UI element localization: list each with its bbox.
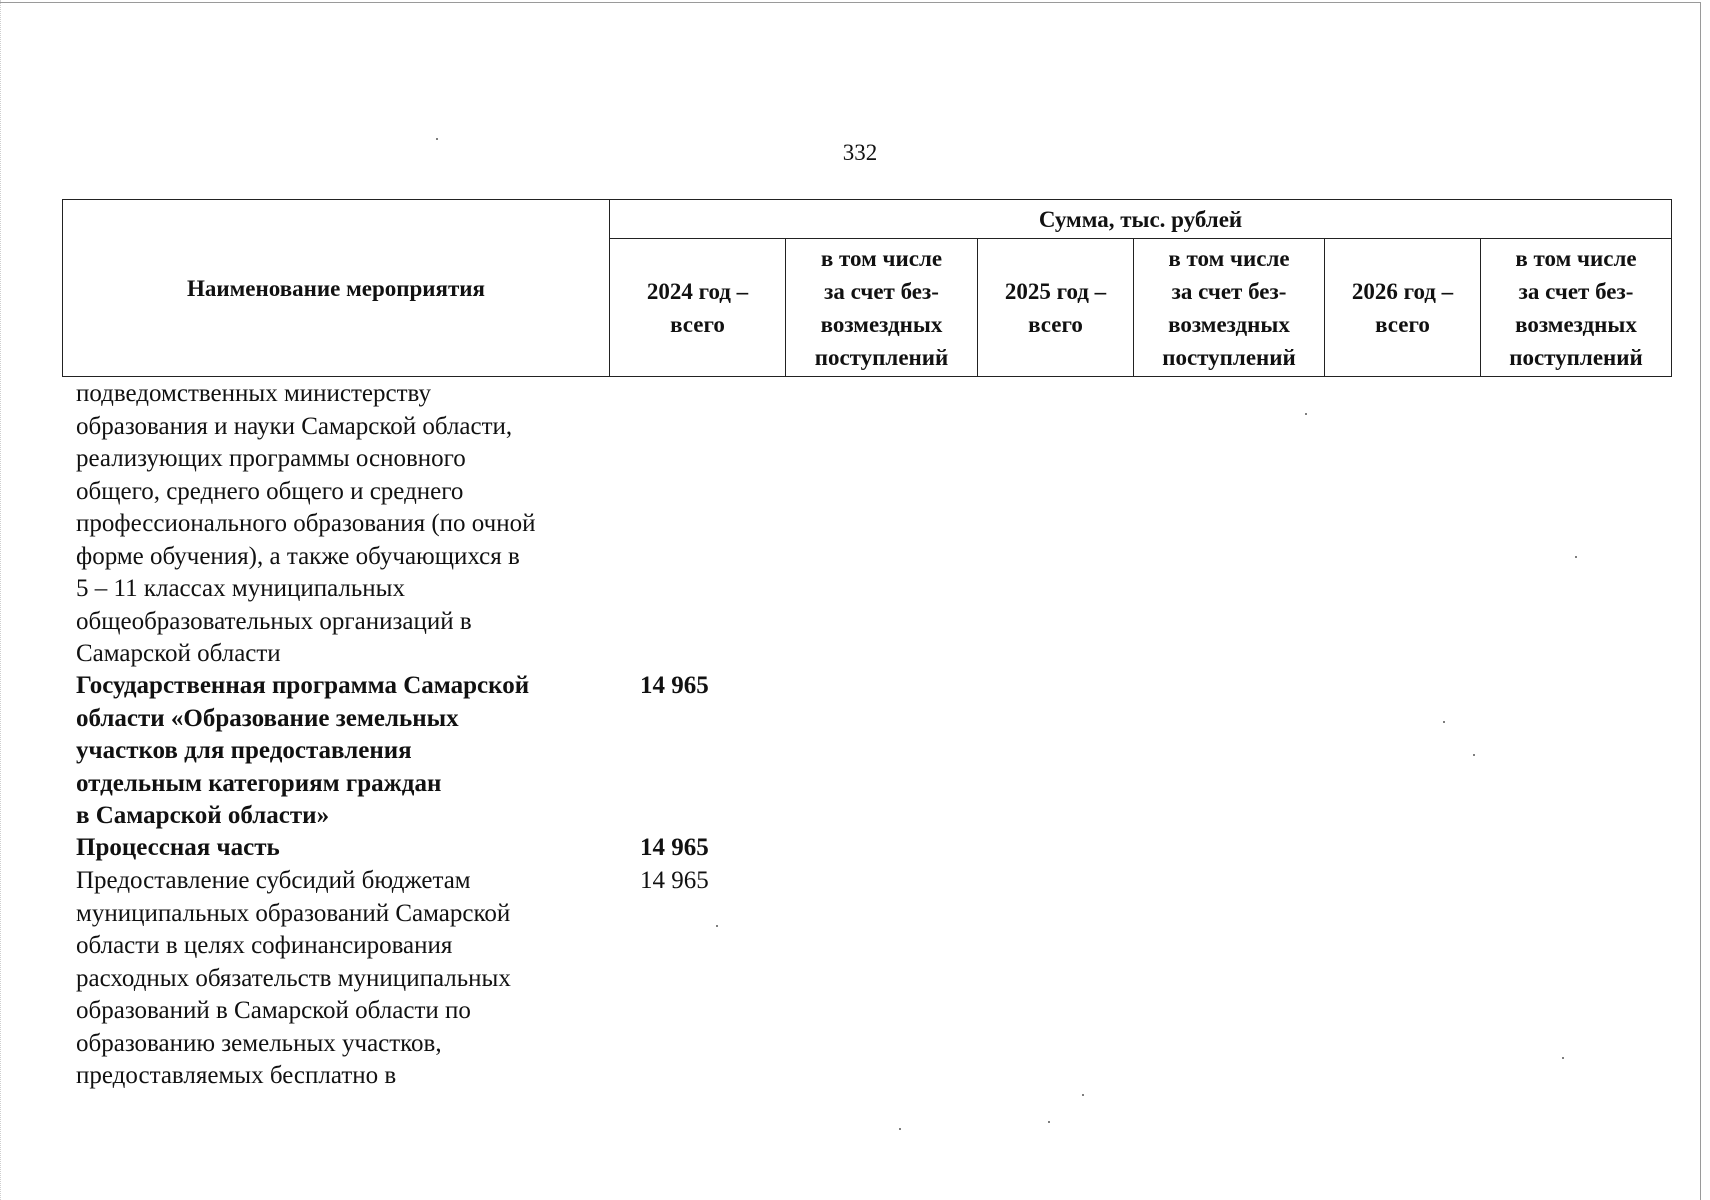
column-header-2024-total: 2024 год – всего: [610, 239, 786, 377]
page-number: 332: [842, 140, 878, 165]
table-row-name: Государственная программа Самарской области «Образование земельных участков для предоставления отдельным категориям граждан в Самарской области»: [76, 672, 530, 829]
column-header-sum-group: Сумма, тыс. рублей: [610, 200, 1672, 239]
scan-speck: [436, 138, 438, 140]
column-header-2025-total: 2025 год – всего: [978, 239, 1134, 377]
table-row-name: подведомственных министерству образования и науки Самарской области, реализующих программы основного общего, среднего общего и среднего профессионального образования (по очной форме обучения), а также обучающихся в 5 – 11 классах муниципальных общеобразовательных организаций в Самарской области: [76, 380, 536, 667]
scan-speck: [1443, 721, 1445, 723]
scan-speck: [716, 925, 718, 927]
table-row-name: Процессная часть: [76, 834, 280, 861]
column-header-2025-gratuitous: в том числе за счет без- возмездных поступлений: [1134, 239, 1325, 377]
column-header-2024-gratuitous: в том числе за счет без- возмездных поступлений: [786, 239, 978, 377]
scan-speck: [1082, 1094, 1084, 1096]
scan-border-right: [1700, 2, 1701, 1200]
scan-border-left: [0, 0, 1, 1200]
scan-speck: [1305, 413, 1307, 415]
scan-speck: [1048, 1121, 1050, 1123]
scan-border-top: [0, 2, 1700, 3]
scan-speck: [899, 1128, 901, 1130]
table-row-value-2024: 14 965: [640, 672, 709, 699]
table-row-name: Предоставление субсидий бюджетам муниципальных образований Самарской области в целях софинансирования расходных обязательств муниципальных образований в Самарской области по образованию земельных участков, предоставляемых бесплатно в: [76, 867, 511, 1089]
table-row-value-2024: 14 965: [640, 867, 709, 894]
scan-speck: [1473, 754, 1475, 756]
column-header-2026-total: 2026 год – всего: [1325, 239, 1481, 377]
column-header-2026-gratuitous: в том числе за счет без- возмездных поступлений: [1481, 239, 1672, 377]
table-row-value-2024: 14 965: [640, 834, 709, 861]
column-header-name: Наименование мероприятия: [63, 200, 610, 377]
scan-speck: [1575, 556, 1577, 558]
scan-speck: [1562, 1057, 1564, 1059]
budget-table-header: [62, 199, 1672, 377]
